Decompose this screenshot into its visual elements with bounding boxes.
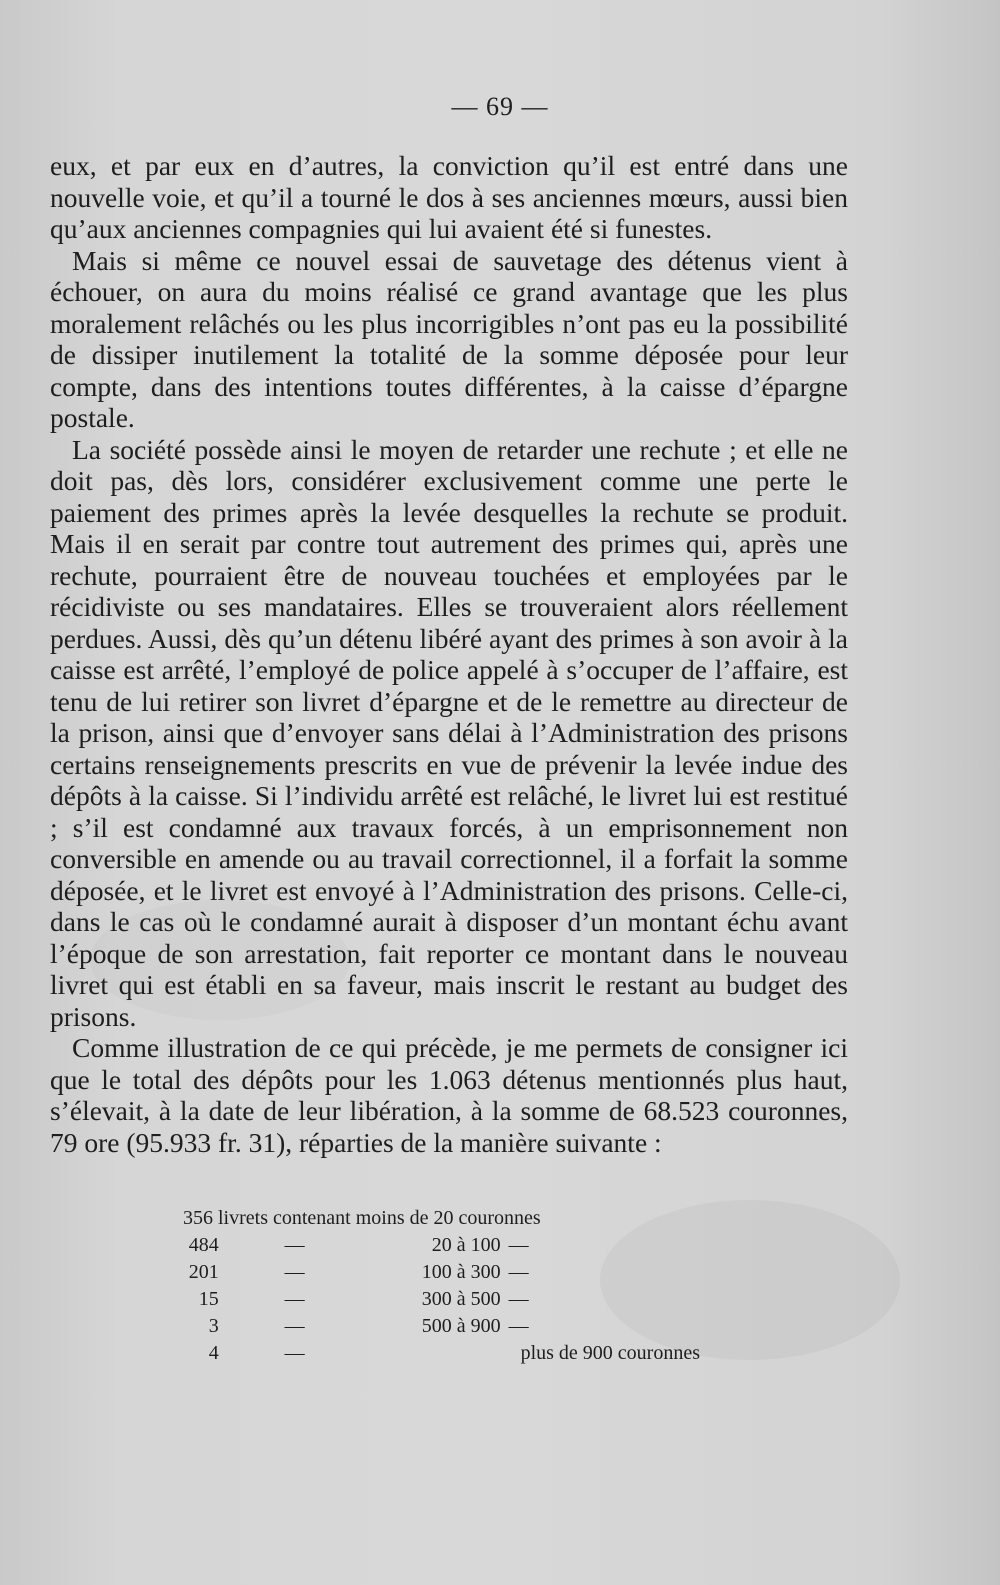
deposit-range: plus de 900 couronnes: [520, 1342, 700, 1364]
ditto-unit: —: [508, 1261, 529, 1283]
table-row: [180, 1259, 700, 1286]
paragraph-3: La société possède ainsi le moyen de retarder une rechute ; et elle ne doit pas, dès lors, considérer exclusivement comme une perte le paiement des primes après la levée desquelles la rechute se produit. Mais il en serait par contre tout autrement des primes qui, après une rechute, pourraient être de nouveau touchées et employées par le récidiviste ou ses mandataires. Elles se trouveraient alors réellement perdues. Aussi, dès qu’un détenu libéré ayant des primes à son avoir à la caisse est arrêté, l’employé de police appelé à s’occuper de l’affaire, est tenu de lui retirer son livret d’épargne et de le remettre au directeur de la prison, ainsi que d’envoyer sans délai à l’Administration des prisons certains renseignements prescrits en vue de prévenir la levée indue des dépôts à la caisse. Si l’individu arrêté est relâché, le livret lui est restitué ; s’il est condamné aux travaux forcés, à un emprisonnement non conversible en amende ou au travail correctionnel, il a forfait la somme déposée, et le livret est envoyé à l’Administration des prisons. Celle-ci, dans le cas où le condamné aurait à disposer d’un montant échu avant l’époque de son arrestation, fait reporter ce montant dans le nouveau livret qui est établi en sa faveur, mais inscrit le restant au budget des prisons.: [50, 433, 848, 1032]
paragraph-4: Comme illustration de ce qui précède, je me permets de consigner ici que le total des dépôts pour les 1.063 détenus mentionnés plus haut, s’élevait, à la date de leur libération, à la somme de 68.523 couronnes, 79 ore (95.933 fr. 31), réparties de la manière suivante :: [50, 1032, 848, 1158]
deposit-table-first-row: 356 livrets contenant moins de 20 couronnes: [183, 1207, 541, 1229]
ditto-dash: —: [284, 1315, 305, 1337]
ditto-dash: —: [284, 1234, 305, 1256]
deposit-count: 484: [188, 1234, 219, 1256]
ditto-unit: —: [508, 1288, 529, 1310]
ditto-dash: —: [284, 1261, 305, 1283]
table-row: [180, 1232, 700, 1259]
paragraph-2: Mais si même ce nouvel essai de sauvetage des détenus vient à échouer, on aura du moins réalisé ce grand avantage que les plus moralement relâchés ou les plus incorrigibles n’ont pas eu la possibilité de dissiper inutilement la totalité de la somme déposée pour leur compte, dans des intentions toutes différentes, à la caisse d’épargne postale.: [50, 244, 848, 433]
ditto-dash: —: [284, 1342, 305, 1364]
deposit-range: 300 à 500: [421, 1288, 501, 1310]
ditto-unit: —: [508, 1234, 529, 1256]
table-row: [180, 1286, 700, 1313]
deposit-count: 201: [188, 1261, 219, 1283]
deposit-count: 15: [198, 1288, 219, 1310]
deposit-range: 100 à 300: [421, 1261, 501, 1283]
paragraph-1: eux, et par eux en d’autres, la conviction qu’il est entré dans une nouvelle voie, et qu’il a tourné le dos à ses anciennes mœurs, aussi bien qu’aux anciennes compagnies qui lui avaient été si funestes.: [50, 150, 848, 244]
table-row: [180, 1340, 700, 1367]
body-text: [50, 150, 848, 1158]
deposit-count: 4: [208, 1342, 219, 1364]
ditto-unit: —: [508, 1315, 529, 1337]
table-row: [180, 1313, 700, 1340]
page-number: — 69 —: [451, 92, 549, 121]
deposit-count: 3: [208, 1315, 219, 1337]
deposit-range: 500 à 900: [421, 1315, 501, 1337]
deposit-range: 20 à 100: [431, 1234, 501, 1256]
ditto-dash: —: [284, 1288, 305, 1310]
deposit-table: [180, 1232, 700, 1367]
